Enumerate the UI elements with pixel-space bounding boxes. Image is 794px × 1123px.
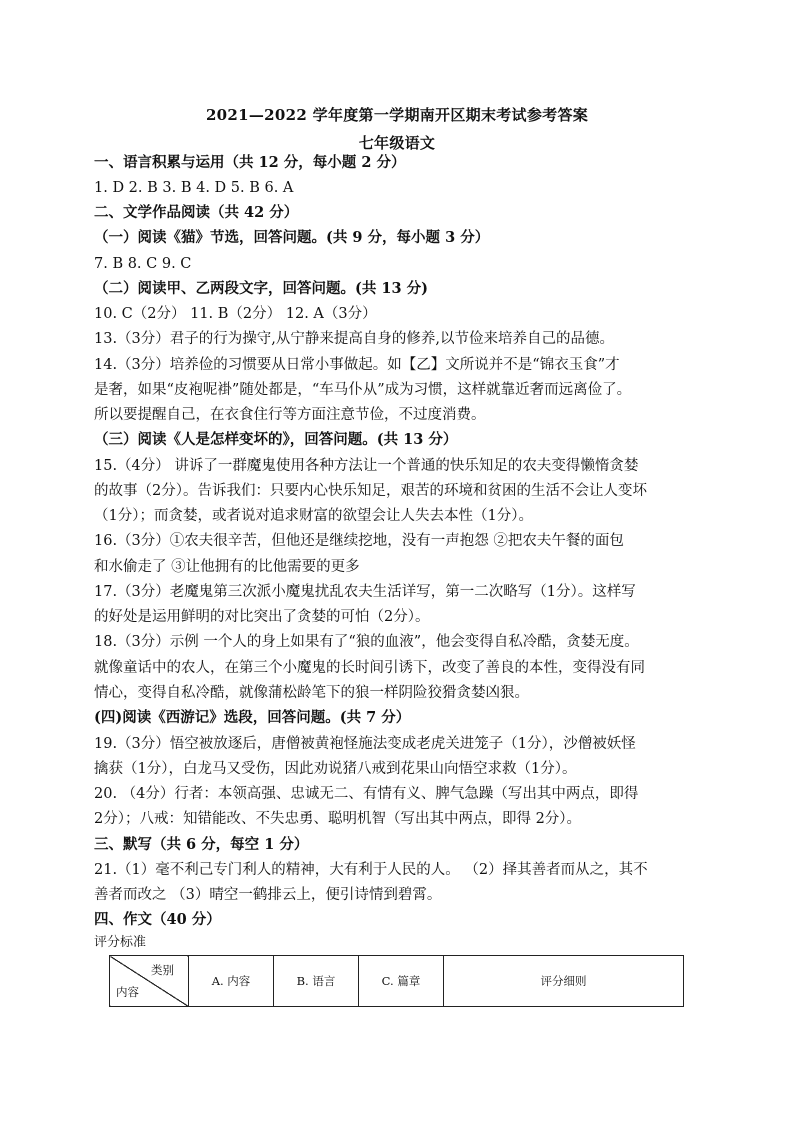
header-language: B. 语言 — [274, 956, 359, 1007]
answer-20-line-2: 2分）；八戒：知错能改、不失忠勇、聪明机智（写出其中两点，即得 2分）。 — [94, 811, 582, 827]
header-structure: C. 篇章 — [359, 956, 444, 1007]
document-subtitle: 七年级语文 — [358, 134, 436, 152]
answer-14-line-1: 14.（3分）培养俭的习惯要从日常小事做起。如【乙】文所说并不是“锦衣玉食”才 — [94, 357, 620, 373]
answer-18-line-3: 情心，变得自私冷酷，就像蒲松龄笔下的狼一样阴险狡猾贪婪凶狠。 — [94, 685, 529, 701]
header-content: A. 内容 — [189, 956, 274, 1007]
answer-17-line-2: 的好处是运用鲜明的对比突出了贪婪的可怕（2分）。 — [94, 609, 430, 625]
answer-14-line-2: 是奢，如果“皮袍呢褂”随处都是，“车马仆从”成为习惯，这样就靠近奢而远离俭了。 — [94, 382, 632, 398]
answer-19-line-1: 19.（3分）悟空被放逐后，唐僧被黄袍怪施法变成老虎关进笼子（1分），沙僧被妖怪 — [94, 736, 636, 752]
subsection-4-heading: (四)阅读《西游记》选段，回答问题。(共 7 分） — [94, 709, 411, 726]
answers-10-12: 10. C（2分） 11. B（2分） 12. A（3分） — [94, 306, 377, 322]
subsection-1-heading: （一）阅读《猫》节选，回答问题。(共 9 分，每小题 3 分） — [94, 229, 490, 246]
scoring-standard-label: 评分标准 — [94, 935, 147, 950]
scoring-table-header-row — [110, 956, 684, 1007]
answer-13: 13.（3分）君子的行为操守,从宁静来提高自身的修养,以节俭来培养自己的品德。 — [94, 331, 615, 347]
section-3-heading: 三、默写（共 6 分，每空 1 分） — [94, 836, 309, 853]
corner-label-content: 内容 — [116, 985, 139, 999]
section-1-heading: 一、语言积累与运用（共 12 分，每小题 2 分） — [94, 154, 406, 171]
answer-15-line-2: 的故事（2分）。告诉我们：只要内心快乐知足，艰苦的环境和贫困的生活不会让人变坏 — [94, 483, 647, 499]
section-2-heading: 二、文学作品阅读（共 42 分） — [94, 204, 299, 221]
answer-21-line-2: 善者而改之 （3）晴空一鹤排云上，便引诗情到碧霄。 — [94, 887, 442, 903]
answer-15-line-1: 15.（4分） 讲诉了一群魔鬼使用各种方法让一个普通的快乐知足的农夫变得懒惰贪婪 — [94, 458, 639, 474]
scoring-table — [109, 955, 684, 1007]
answers-1-6: 1. D 2. B 3. B 4. D 5. B 6. A — [94, 180, 294, 196]
corner-label-category: 类别 — [151, 963, 174, 977]
section-4-heading: 四、作文（40 分） — [94, 911, 221, 928]
answer-17-line-1: 17.（3分）老魔鬼第三次派小魔鬼扰乱农夫生活详写，第一二次略写（1分）。这样写 — [94, 584, 636, 600]
answer-16-line-2: 和水偷走了 ③让他拥有的比他需要的更多 — [94, 559, 360, 575]
answer-18-line-2: 就像童话中的农人，在第三个小魔鬼的长时间引诱下，改变了善良的本性，变得没有同 — [94, 660, 645, 676]
answer-15-line-3: （1分）；而贪婪，或者说对追求财富的欲望会让人失去本性（1分）。 — [94, 508, 533, 524]
answer-21-line-1: 21.（1）毫不利己专门利人的精神，大有利于人民的人。 （2）择其善者而从之，其不 — [94, 862, 648, 878]
subsection-2-heading: （二）阅读甲、乙两段文字，回答问题。(共 13 分) — [94, 280, 428, 297]
answer-16-line-1: 16.（3分）①农夫很辛苦，但他还是继续挖地，没有一声抱怨 ②把农夫午餐的面包 — [94, 533, 624, 549]
document-title: 2021—2022 学年度第一学期南开区期末考试参考答案 — [205, 106, 589, 124]
subsection-3-heading: （三）阅读《人是怎样变坏的》，回答问题。(共 13 分） — [94, 431, 458, 448]
answer-20-line-1: 20. （4分）行者：本领高强、忠诚无二、有情有义、脾气急躁（写出其中两点，即得 — [94, 786, 639, 802]
header-scoring-rules: 评分细则 — [444, 956, 684, 1007]
table-corner-cell — [110, 956, 189, 1007]
answer-18-line-1: 18.（3分）示例 一个人的身上如果有了“狼的血液”，他会变得自私冷酷，贪婪无度。 — [94, 634, 639, 650]
answers-7-9: 7. B 8. C 9. C — [94, 256, 192, 272]
answer-14-line-3: 所以要提醒自己，在衣食住行等方面注意节俭，不过度消费。 — [94, 407, 486, 423]
answer-19-line-2: 擒获（1分），白龙马又受伤，因此劝说猪八戒到花果山向悟空求救（1分）。 — [94, 761, 577, 777]
